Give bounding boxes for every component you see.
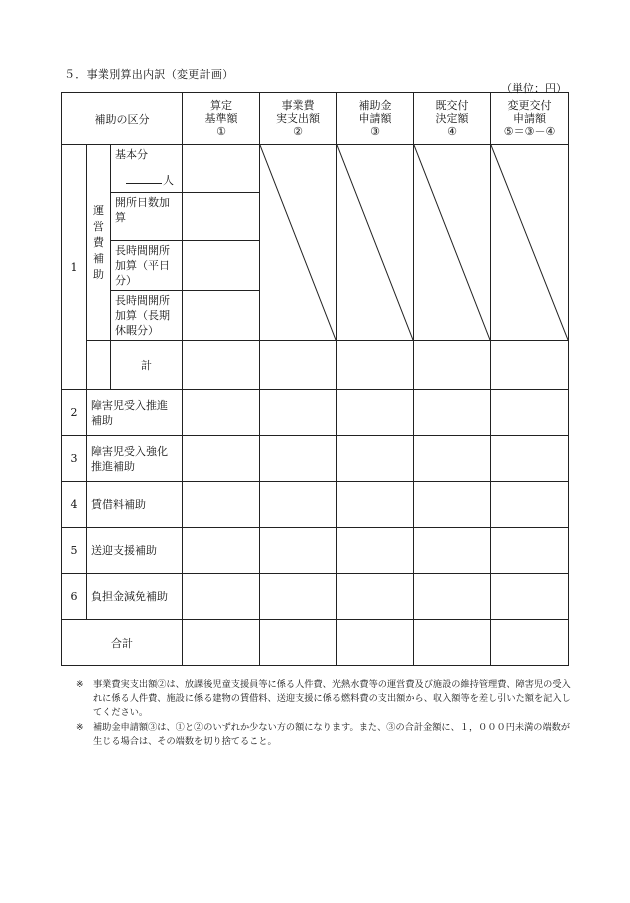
amount-cell[interactable] (414, 528, 491, 574)
header-subsidy-request: 補助金 申請額 ③ (337, 93, 414, 145)
header-category: 補助の区分 (62, 93, 183, 145)
amount-cell[interactable] (414, 390, 491, 436)
table-row (62, 482, 569, 528)
amount-cell[interactable] (491, 390, 569, 436)
basic-label: 基本分 (115, 148, 148, 161)
disabled-cell (337, 145, 414, 341)
total-label: 合計 (62, 620, 183, 666)
unit-label: （単位：円） (501, 82, 567, 95)
long-weekday-label: 長時間開所加算（平日分） (111, 241, 183, 291)
row-label: 賃借料補助 (87, 482, 183, 528)
note-item (76, 678, 571, 720)
note-text: 補助金申請額③は、①と②のいずれか少ない方の額になります。また、③の合計金額に、１，０００円未満の端数が生じる場合は、その端数を切り捨てること。 (93, 722, 571, 747)
amount-cell[interactable] (414, 482, 491, 528)
amount-cell[interactable] (183, 528, 260, 574)
amount-cell[interactable] (491, 620, 569, 666)
amount-cell[interactable] (414, 436, 491, 482)
total-row (62, 620, 569, 666)
amount-cell[interactable] (337, 390, 414, 436)
amount-cell[interactable] (491, 574, 569, 620)
note-text: 事業費実支出額②は、放課後児童支援員等に係る人件費、光熱水費等の運営費及び施設の維持管理費、障害児の受入れに係る人件費、施設に係る建物の賃借料、送迎支援に係る燃料費の支出額から、収入額等を差し引いた額を記入してください。 (93, 679, 571, 718)
people-count-field[interactable] (126, 173, 162, 184)
amount-cell[interactable] (337, 620, 414, 666)
section-title: ５．事業別算出内訳（変更計画） (64, 68, 234, 81)
header-row (62, 93, 569, 145)
amount-cell[interactable] (337, 436, 414, 482)
amount-cell[interactable] (414, 341, 491, 390)
disabled-cell (260, 145, 337, 341)
amount-cell[interactable] (260, 482, 337, 528)
amount-cell[interactable] (337, 341, 414, 390)
amount-cell[interactable] (183, 193, 260, 241)
amount-cell[interactable] (260, 574, 337, 620)
amount-cell[interactable] (183, 436, 260, 482)
amount-cell[interactable] (260, 620, 337, 666)
amount-cell[interactable] (183, 341, 260, 390)
row-number: 3 (62, 436, 87, 482)
note-mark: ※ (76, 722, 84, 733)
extra-days-label: 開所日数加算 (111, 193, 183, 241)
empty-cell (87, 341, 111, 390)
amount-cell[interactable] (337, 574, 414, 620)
header-actual-expenditure: 事業費 実支出額 ② (260, 93, 337, 145)
disabled-cell (414, 145, 491, 341)
operating-subtotal-row (62, 341, 569, 390)
note-mark: ※ (76, 679, 84, 690)
row-number: 2 (62, 390, 87, 436)
table-row (62, 528, 569, 574)
amount-cell[interactable] (183, 390, 260, 436)
amount-cell[interactable] (183, 145, 260, 193)
amount-cell[interactable] (491, 528, 569, 574)
amount-cell[interactable] (183, 291, 260, 341)
amount-cell[interactable] (337, 482, 414, 528)
amount-cell[interactable] (260, 528, 337, 574)
amount-cell[interactable] (491, 482, 569, 528)
people-unit: 人 (163, 174, 175, 187)
amount-cell[interactable] (260, 436, 337, 482)
amount-cell[interactable] (414, 574, 491, 620)
basic-cell (111, 145, 183, 193)
amount-cell[interactable] (183, 241, 260, 291)
row-number: 5 (62, 528, 87, 574)
operating-group-label: 運 営 費 補 助 (87, 145, 111, 341)
long-holiday-label: 長時間開所加算（長期休暇分） (111, 291, 183, 341)
row-number: 1 (62, 145, 87, 390)
table-row (62, 574, 569, 620)
amount-cell[interactable] (414, 620, 491, 666)
amount-cell[interactable] (183, 574, 260, 620)
disabled-cell (491, 145, 569, 341)
row-number: 6 (62, 574, 87, 620)
row-label: 障害児受入推進補助 (87, 390, 183, 436)
subtotal-label: 計 (111, 341, 183, 390)
note-item (76, 721, 571, 749)
amount-cell[interactable] (260, 390, 337, 436)
header-change-request: 変更交付 申請額 ⑤＝③－④ (491, 93, 569, 145)
notes (76, 678, 571, 750)
amount-cell[interactable] (491, 436, 569, 482)
header-standard-amount: 算定 基準額 ① (183, 93, 260, 145)
table-row (62, 436, 569, 482)
table-row (62, 390, 569, 436)
header-already-granted: 既交付 決定額 ④ (414, 93, 491, 145)
amount-cell[interactable] (183, 482, 260, 528)
amount-cell[interactable] (260, 341, 337, 390)
budget-table (61, 92, 569, 666)
row-label: 送迎支援補助 (87, 528, 183, 574)
operating-basic-row (62, 145, 569, 193)
row-number: 4 (62, 482, 87, 528)
amount-cell[interactable] (337, 528, 414, 574)
amount-cell[interactable] (183, 620, 260, 666)
row-label: 負担金減免補助 (87, 574, 183, 620)
row-label: 障害児受入強化推進補助 (87, 436, 183, 482)
amount-cell[interactable] (491, 341, 569, 390)
